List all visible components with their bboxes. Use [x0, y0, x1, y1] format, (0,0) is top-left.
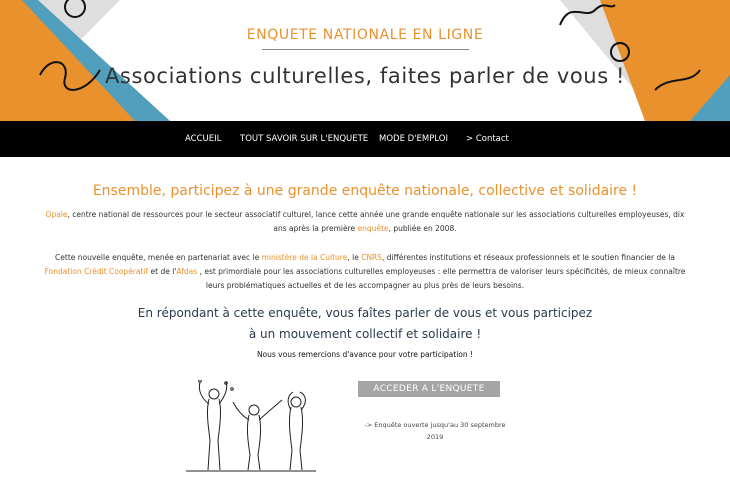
highlight-line-1: En répondant à cette enquête, vous faîtes parler de vous et vous participez	[137, 306, 593, 320]
deadline-line-1: -> Enquête ouverte jusqu'au 30 septembre	[364, 421, 506, 429]
enquete-link[interactable]: enquête	[357, 224, 389, 233]
main-nav	[0, 121, 730, 157]
intro-text: , le	[347, 253, 362, 262]
nav-item-accueil[interactable]: ACCUEIL	[185, 134, 222, 144]
banner-divider	[262, 49, 469, 50]
deadline-line-2: 2019	[426, 433, 444, 441]
thanks-text: Nous vous remercions d'avance pour votre participation !	[256, 350, 474, 359]
people-illustration	[186, 380, 316, 472]
intro-text: Cette nouvelle enquête, menée en partenariat avec le	[55, 253, 262, 262]
intro-title: Ensemble, participez à une grande enquête nationale, collective et solidaire !	[92, 183, 638, 199]
fondation-link[interactable]: Fondation Crédit Coopératif	[44, 267, 149, 276]
highlight-line-2: à un mouvement collectif et solidaire !	[248, 327, 482, 341]
intro-paragraph-2	[40, 251, 690, 293]
intro-text: , publiée en 2008.	[388, 224, 457, 233]
cnrs-link[interactable]: CNRS	[361, 253, 383, 262]
intro-paragraph-1	[40, 208, 690, 236]
banner-decoration	[0, 0, 730, 121]
intro-text: et de l'	[148, 267, 177, 276]
survey-deadline	[355, 419, 515, 443]
nav-item-contact[interactable]: > Contact	[466, 134, 509, 144]
banner-title: Associations culturelles, faites parler de vous !	[104, 64, 626, 88]
afdas-link[interactable]: Afdas	[176, 267, 198, 276]
nav-item-mode-emploi[interactable]: MODE D'EMPLOI	[379, 134, 448, 144]
banner-subtitle: ENQUETE NATIONALE EN LIGNE	[246, 27, 484, 43]
access-survey-button[interactable]: ACCEDER A L'ENQUETE	[358, 381, 500, 397]
intro-text: , différentes institutions et réseaux professionnels et le soutien financier de la	[382, 253, 675, 262]
ministere-link[interactable]: ministère de la Culture	[261, 253, 348, 262]
header-banner	[0, 0, 730, 121]
intro-text: , centre national de ressources pour le secteur associatif culturel, lance cette année une grande enquête nationale sur les associations culturelles employeuses, dix ans après la première	[67, 210, 685, 233]
intro-text: , est primordiale pour les associations culturelles employeuses : elle permettra de valoriser leurs spécificités, de mieux connaître leurs problématiques actuelles et de les accompagner au plus près de leurs besoins.	[197, 267, 686, 290]
nav-item-tout-savoir[interactable]: TOUT SAVOIR SUR L'ENQUETE	[240, 134, 369, 144]
opale-link[interactable]: Opale	[45, 210, 68, 219]
